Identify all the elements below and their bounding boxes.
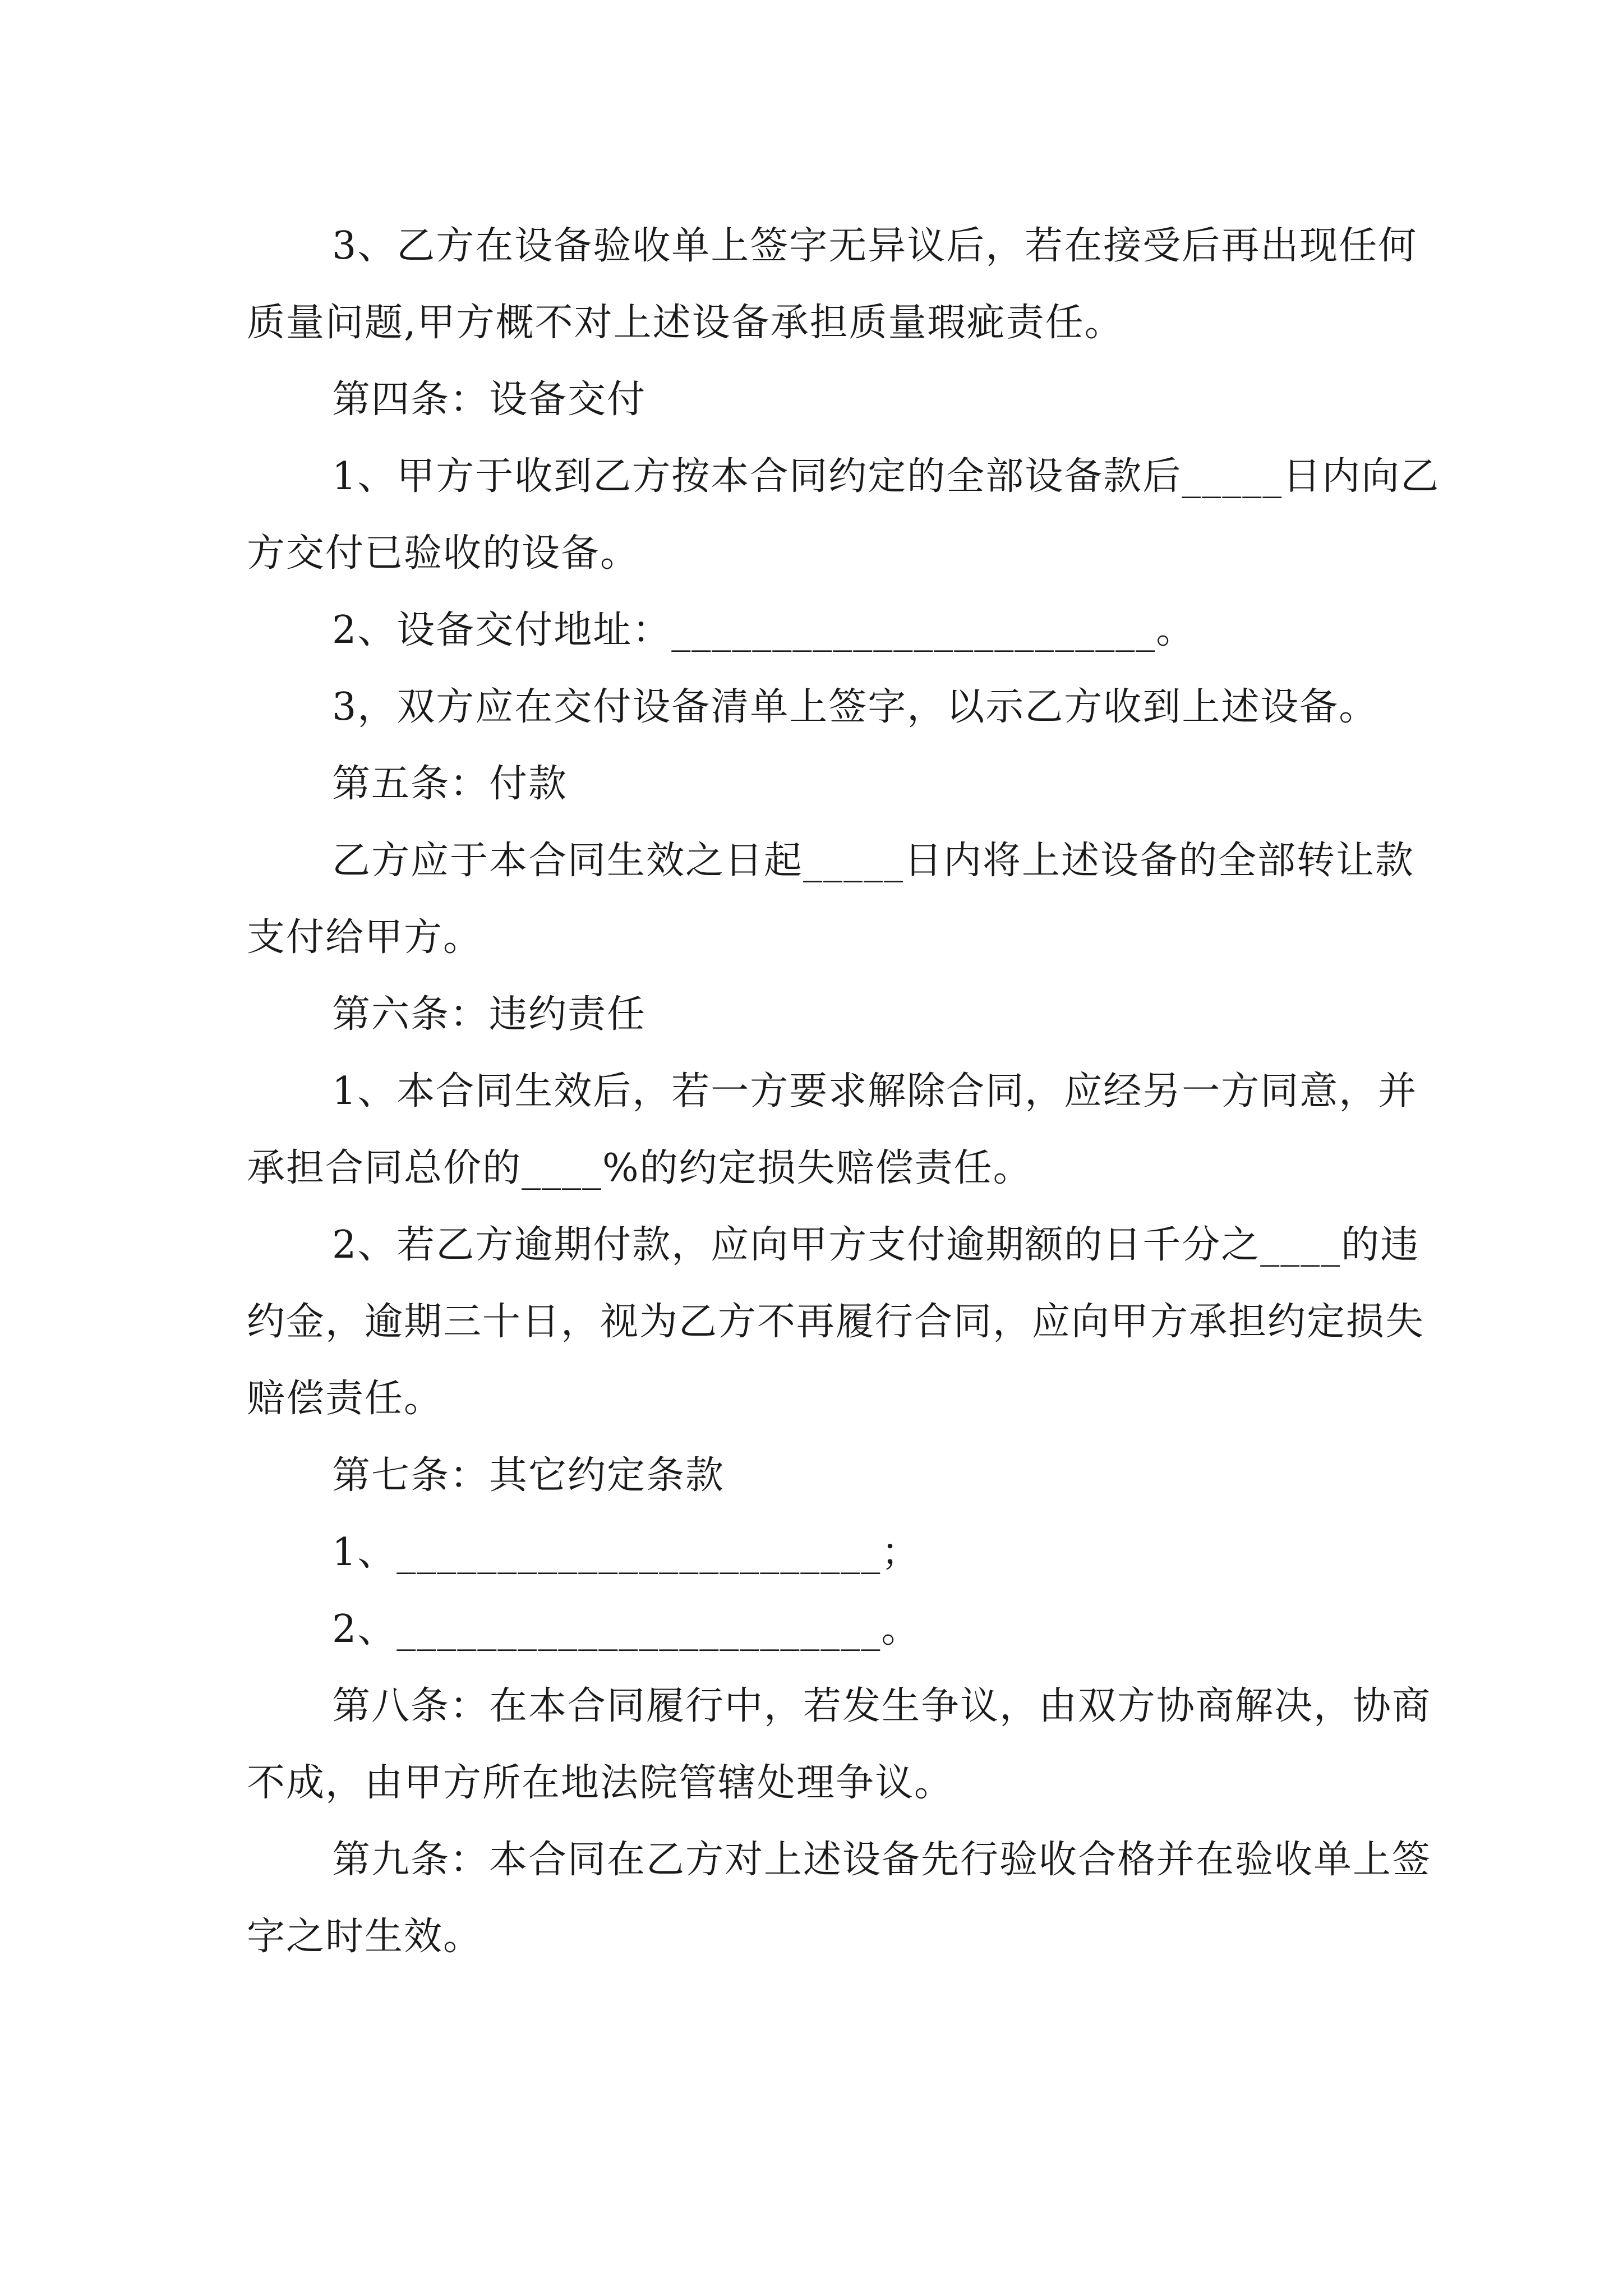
clause-6-1-termination: 1、本合同生效后，若一方要求解除合同，应经另一方同意，并承担合同总价的____%的约定损失赔偿责任。 [247, 1069, 1418, 1190]
clause-5-payment: 乙方应于本合同生效之日起_____日内将上述设备的全部转让款支付给甲方。 [247, 839, 1415, 960]
article-9-effectiveness: 第九条：本合同在乙方对上述设备先行验收合格并在验收单上签字之时生效。 [247, 1838, 1432, 1959]
clause-4-3-delivery-signature: 3，双方应在交付设备清单上签字，以示乙方收到上述设备。 [332, 685, 1378, 729]
document-page [247, 208, 1453, 1975]
article-6-heading: 第六条：违约责任 [332, 992, 647, 1037]
clause-4-1-delivery-time: 1、甲方于收到乙方按本合同约定的全部设备款后_____日内向乙方交付已验收的设备。 [247, 454, 1440, 576]
clause-4-2-delivery-address: 2、设备交付地址：________________________。 [332, 608, 1196, 652]
article-5-heading: 第五条：付款 [332, 762, 568, 806]
article-8-disputes: 第八条：在本合同履行中，若发生争议，由双方协商解决，协商不成，由甲方所在地法院管辖处理争议。 [247, 1684, 1432, 1805]
clause-3-3-quality-acceptance: 3、乙方在设备验收单上签字无异议后，若在接受后再出现任何质量问题,甲方概不对上述设备承担质量瑕疵责任。 [247, 224, 1418, 345]
clause-6-2-late-payment: 2、若乙方逾期付款，应向甲方支付逾期额的日千分之____的违约金，逾期三十日，视为乙方不再履行合同，应向甲方承担约定损失赔偿责任。 [247, 1223, 1425, 1421]
clause-7-1-blank: 1、________________________； [332, 1530, 921, 1575]
article-7-heading: 第七条：其它约定条款 [332, 1453, 725, 1498]
article-4-heading: 第四条：设备交付 [332, 378, 647, 422]
clause-7-2-blank: 2、________________________。 [332, 1607, 921, 1651]
